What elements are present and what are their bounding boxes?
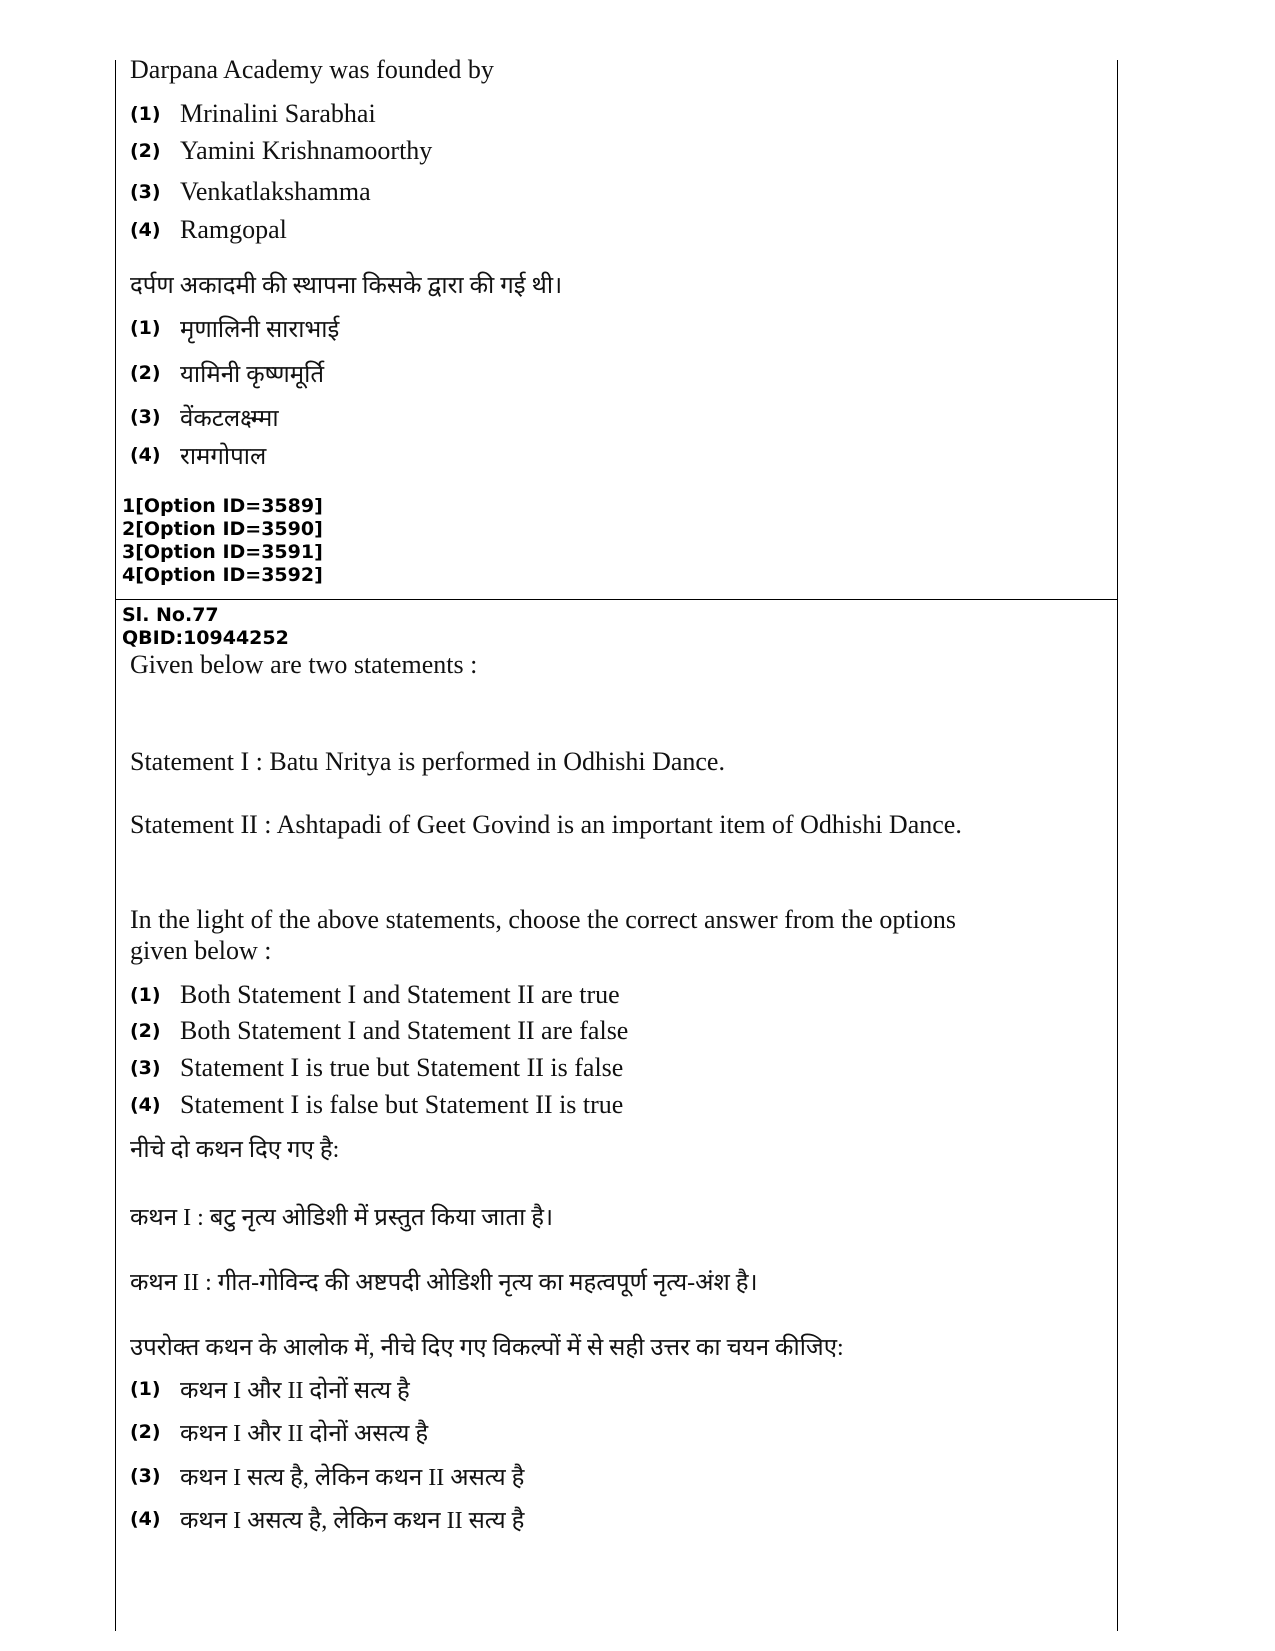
q76-option-hi-3 bbox=[130, 400, 279, 434]
option-number: (3) bbox=[130, 1465, 161, 1487]
serial-number: Sl. No.77 bbox=[122, 604, 219, 626]
option-number: (3) bbox=[130, 181, 161, 203]
q77-intro-hi: नीचे दो कथन दिए गए है: bbox=[130, 1137, 340, 1163]
q77-instruction-en-line1: In the light of the above statements, choose the correct answer from the options bbox=[130, 905, 956, 934]
q77-instruction-en-line2: given below : bbox=[130, 936, 272, 965]
q77-option-en-4 bbox=[130, 1088, 623, 1122]
q77-option-hi-2 bbox=[130, 1415, 428, 1449]
option-id: 1[Option ID=3589] bbox=[122, 495, 323, 517]
option-number: (3) bbox=[130, 1057, 161, 1079]
q77-option-en-3 bbox=[130, 1051, 623, 1085]
q77-statement1-hi: कथन I : बटु नृत्य ओडिशी में प्रस्तुत किया जाता है। bbox=[130, 1205, 554, 1231]
question-divider bbox=[115, 599, 1118, 600]
q76-option-hi-4 bbox=[130, 438, 266, 472]
q76-option-hi-1 bbox=[130, 311, 339, 345]
option-number: (1) bbox=[130, 1378, 161, 1400]
option-number: (1) bbox=[130, 103, 161, 125]
option-number: (4) bbox=[130, 1094, 161, 1116]
option-number: (4) bbox=[130, 444, 161, 466]
qbid: QBID:10944252 bbox=[122, 627, 289, 649]
option-number: (2) bbox=[130, 1421, 161, 1443]
option-number: (1) bbox=[130, 317, 161, 339]
q77-option-en-2 bbox=[130, 1014, 628, 1048]
q76-question-en: Darpana Academy was founded by bbox=[130, 55, 494, 84]
option-text: कथन I सत्य है, लेकिन कथन II असत्य है bbox=[180, 1464, 525, 1491]
option-text: Ramgopal bbox=[180, 215, 287, 244]
option-number: (4) bbox=[130, 219, 161, 241]
option-text: Yamini Krishnamoorthy bbox=[180, 136, 433, 165]
q77-intro-en: Given below are two statements : bbox=[130, 650, 478, 679]
option-text: Mrinalini Sarabhai bbox=[180, 99, 376, 128]
q77-option-hi-3 bbox=[130, 1459, 524, 1493]
option-number: (2) bbox=[130, 1020, 161, 1042]
q77-instruction-hi: उपरोक्त कथन के आलोक में, नीचे दिए गए विकल्पों में से सही उत्तर का चयन कीजिए: bbox=[130, 1335, 844, 1361]
q76-option-ids bbox=[122, 495, 323, 587]
option-id: 4[Option ID=3592] bbox=[122, 564, 323, 586]
q76-option-en-1 bbox=[130, 97, 376, 131]
option-text: कथन I असत्य है, लेकिन कथन II सत्य है bbox=[180, 1507, 525, 1534]
option-text: वेंकटलक्ष्म्मा bbox=[180, 405, 279, 432]
left-border bbox=[115, 60, 116, 1631]
option-text: रामगोपाल bbox=[180, 443, 267, 470]
q76-question-hi: दर्पण अकादमी की स्थापना किसके द्वारा की गई थी। bbox=[130, 273, 563, 299]
q76-option-en-3 bbox=[130, 175, 371, 209]
q77-option-hi-1 bbox=[130, 1372, 410, 1406]
q77-option-en-1 bbox=[130, 978, 620, 1012]
option-text: मृणालिनी साराभाई bbox=[180, 316, 340, 343]
q77-option-hi-4 bbox=[130, 1502, 524, 1536]
option-number: (3) bbox=[130, 406, 161, 428]
q76-option-en-2 bbox=[130, 134, 432, 168]
q76-option-hi-2 bbox=[130, 356, 324, 390]
q77-header bbox=[122, 604, 289, 650]
option-id: 3[Option ID=3591] bbox=[122, 541, 323, 563]
q77-statement1-en: Statement I : Batu Nritya is performed in Odhishi Dance. bbox=[130, 747, 725, 776]
q77-statement2-hi: कथन II : गीत-गोविन्द की अष्टपदी ओडिशी नृत्य का महत्वपूर्ण नृत्य-अंश है। bbox=[130, 1270, 758, 1296]
option-text: Statement I is true but Statement II is false bbox=[180, 1053, 624, 1082]
option-text: Venkatlakshamma bbox=[180, 177, 371, 206]
q77-statement2-en: Statement II : Ashtapadi of Geet Govind is an important item of Odhishi Dance. bbox=[130, 810, 962, 839]
option-number: (2) bbox=[130, 140, 161, 162]
option-number: (4) bbox=[130, 1508, 161, 1530]
right-border bbox=[1117, 60, 1118, 1631]
option-text: यामिनी कृष्णमूर्ति bbox=[180, 361, 324, 388]
option-number: (2) bbox=[130, 362, 161, 384]
option-text: कथन I और II दोनों सत्य है bbox=[180, 1377, 410, 1404]
option-id: 2[Option ID=3590] bbox=[122, 518, 323, 540]
q76-option-en-4 bbox=[130, 213, 287, 247]
option-text: Both Statement I and Statement II are true bbox=[180, 980, 620, 1009]
option-text: कथन I और II दोनों असत्य है bbox=[180, 1420, 429, 1447]
option-text: Statement I is false but Statement II is true bbox=[180, 1090, 624, 1119]
option-number: (1) bbox=[130, 984, 161, 1006]
option-text: Both Statement I and Statement II are false bbox=[180, 1016, 629, 1045]
